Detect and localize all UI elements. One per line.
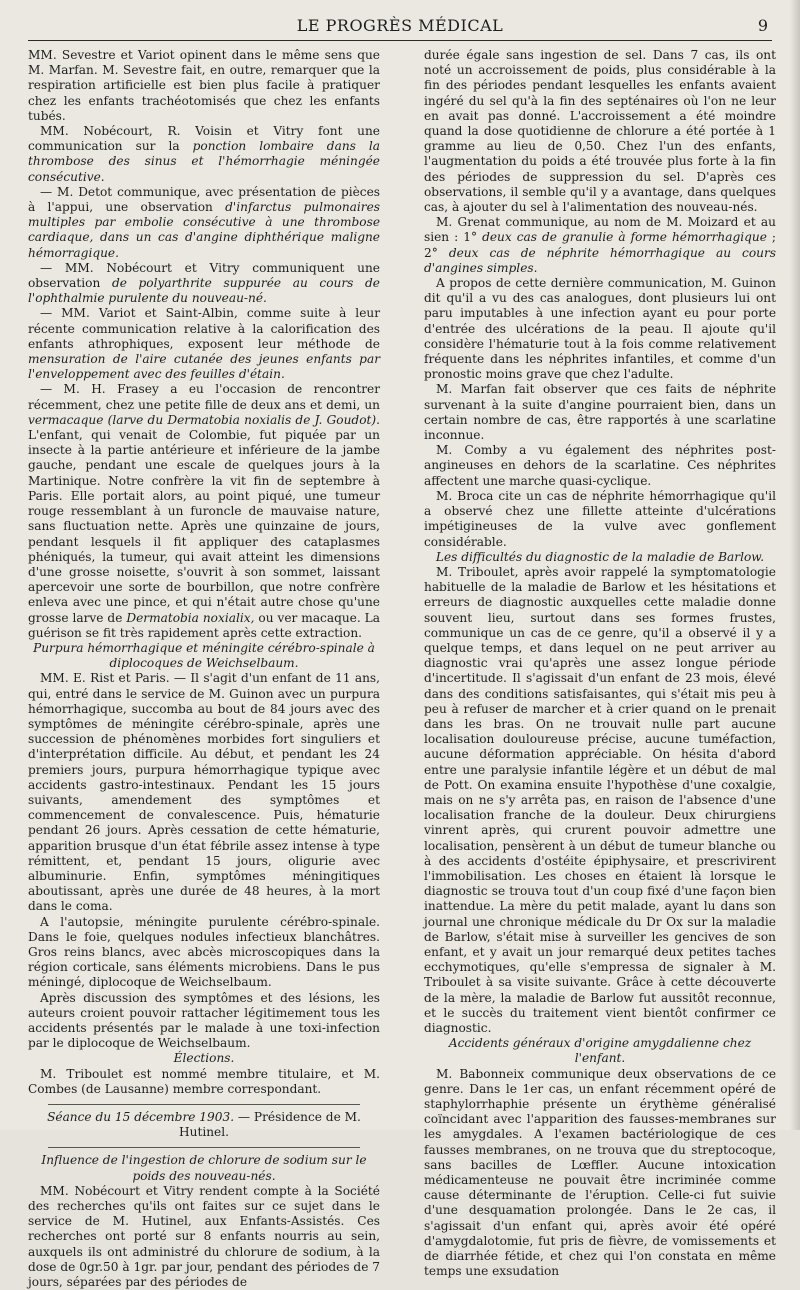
- left-column: [28, 48, 380, 1290]
- right-column: [424, 48, 776, 1279]
- paragraph: A l'autopsie, méningite purulente cérébro-spinale. Dans le foie, quelques nodules infectieux blanchâtres. Gros reins blancs, avec abcès microscopiques dans la région corticale, sans éléments microbiens. Dans le pus méningé, diplocoque de Weichselbaum.: [28, 914, 380, 990]
- section-heading: Purpura hémorrhagique et méningite cérébro-spinale à diplocoques de Weichselbaum.: [33, 640, 375, 671]
- section-heading: Les difficultés du diagnostic de la maladie de Barlow.: [435, 549, 765, 564]
- paragraph: M. Triboulet est nommé membre titulaire, et M. Combes (de Lausanne) membre correspondant.: [28, 1066, 380, 1096]
- paragraph: MM. Nobécourt, R. Voisin et Vitry font une communication sur la ponction lombaire dans la thrombose des sinus et l'hémorrhagie méningée consécutive.: [28, 124, 381, 184]
- paragraph: M. Triboulet, après avoir rappelé la symptomatologie habituelle de la maladie de Barlow et les hésitations et erreurs de diagnostic auxquelles cette maladie donne souvent lieu, surtout dans ses formes frustes, communique un cas de ce genre, qu'il a observé il y a quelque temps, et dans lequel on ne peut arriver au diagnostic vrai qu'après une assez longue période d'incertitude. Il s'agissait d'un enfant de 23 mois, élevé dans des conditions satisfaisantes, qui s'était mis peu à peu à refuser de marcher et à crier quand on le prenait dans les bras. On ne trouvait nulle part aucune localisation douloureuse précise, aucune tuméfaction, aucune déformation appréciable. On hésita d'abord entre une paralysie infantile légère et un début de mal de Pott. On examina ensuite l'hypothèse d'une coxalgie, mais on ne s'y arrêta pas, en raison de l'absence d'une localisation franche de la douleur. Deux chirurgiens vinrent après, qui crurent pouvoir admettre une localisation, pensèrent à un début de tumeur blanche ou à des accidents d'ostéite épiphysaire, et prescrivirent l'immobilisation. Les choses en étaient là lorsque le diagnostic se trouva tout d'un coup fixé d'une façon bien inattendue. La mère du petit malade, ayant lu dans son journal une chronique médicale du Dr Ox sur la maladie de Barlow, s'était mise à surveiller les gencives de son enfant, et y avait un jour remarqué deux petites taches ecchymotiques, qu'elle s'empressa de signaler à M. Triboulet à sa visite suivante. Grâce à cette découverte de la mère, la maladie de Barlow fut aussitôt reconnue, et le succès du traitement vient bientôt confirmer ce diagnostic.: [424, 564, 776, 1035]
- paragraph: — M. H. Frasey a eu l'occasion de rencontrer récemment, chez une petite fille de deux ans et demi, un vermacaque (larve du Dermatobia noxialis de J. Goudot). L'enfant, qui venait de Colombie, fut piquée par un insecte à la partie antérieure et inférieure de la jambe gauche, pendant une escale de quelques jours à la Martinique. Notre confrère la vit fin de septembre à Paris. Elle portait alors, au point piqué, une tumeur rouge ressemblant à un furoncle de mauvaise nature, sans fluctuation nette. Après une quinzaine de jours, pendant lesquels il fit appliquer des cataplasmes phéniqués, la tumeur, qui avait atteint les dimensions d'une grosse noisette, s'ouvrit à son sommet, laissant apercevoir une sorte de bourbillon, que notre confrère enleva avec une pince, et qui n'était autre chose qu'une grosse larve de Dermatobia noxialix, ou ver macaque. La guérison se fit très rapidement après cette extraction.: [28, 382, 380, 640]
- journal-title: LE PROGRÈS MÉDICAL: [296, 16, 504, 35]
- section-heading: Influence de l'ingestion de chlorure de sodium sur le poids des nouveau-nés.: [41, 1153, 367, 1183]
- section-heading: Élections.: [173, 1051, 235, 1066]
- paragraph: M. Broca cite un cas de néphrite hémorrhagique qu'il a observé chez une fillette atteinte d'ulcérations impétigineuses de la vulve avec gonflement considérable.: [424, 488, 776, 549]
- divider: [48, 1104, 360, 1105]
- paragraph: M. Babonneix communique deux observations de ce genre. Dans le 1er cas, un enfant récemment opéré de staphylorrhaphie présente un érythème généralisé coïncidant avec l'apparition des fausses-membranes sur les amygdales. A l'examen bactériologique de ces fausses membranes, on ne trouva que du streptocoque, sans bacilles de Lœffler. Aucune intoxication médicamenteuse ne pouvait être incriminée comme cause déterminante de l'éruption. Celle-ci fut suivie d'une desquamation prolongée. Dans le 2e cas, il s'agissait d'un enfant qui, après avoir été opéré d'amygdalotomie, fut pris de fièvre, de vomissements et de diarrhée fétide, et chez qui l'on constata en même temps une exsudation: [424, 1066, 776, 1279]
- session-heading: Séance du 15 décembre 1903. — Présidence de M. Hutinel.: [47, 1110, 361, 1140]
- paragraph: M. Comby a vu également des néphrites post-angineuses en dehors de la scarlatine. Ces néphrites affectent une marche quasi-cyclique.: [424, 443, 776, 488]
- section-heading: Accidents généraux d'origine amygdalienne chez l'enfant.: [448, 1036, 752, 1066]
- paragraph: M. Marfan fait observer que ces faits de néphrite survenant à la suite d'angine pourraient bien, dans un certain nombre de cas, être rapportés à une scarlatine inconnue.: [424, 382, 776, 443]
- paragraph: durée égale sans ingestion de sel. Dans 7 cas, ils ont noté un accroissement de poids, plus considérable à la fin des périodes pendant lesquelles les enfants avaient ingéré du sel qu'à la fin des septénaires où l'on ne leur en avait pas donné. L'accroissement a été moindre quand la dose quotidienne de chlorure a été portée à 1 gramme au lieu de 0,50. Chez l'un des enfants, l'augmentation du poids a été trouvée plus forte à la fin des périodes de suppression du sel. D'après ces observations, il semble qu'il y a avantage, dans quelques cas, à ajouter du sel à l'alimentation des nouveau-nés.: [424, 48, 776, 215]
- divider: [48, 1147, 360, 1148]
- paragraph: MM. E. Rist et Paris. — Il s'agit d'un enfant de 11 ans, qui, entré dans le service de M. Guinon avec un purpura hémorrhagique, succomba au bout de 84 jours avec des symptômes de méningite cérébro-spinale, après une succession de phénomènes morbides fort singuliers et d'interprétation difficile. Au début, et pendant les 24 premiers jours, purpura hémorrhagique typique avec accidents gastro-intestinaux. Pendant les 15 jours suivants, amendement des symptômes et commencement de convalescence. Puis, hématurie pendant 26 jours. Après cessation de cette hématurie, apparition brusque d'un état fébrile assez intense à type rémittent, et, pendant 15 jours, oligurie avec albuminurie. Enfin, symptômes méningitiques aboutissant, après une durée de 48 heures, à la mort dans le coma.: [28, 671, 380, 914]
- paragraph: MM. Sevestre et Variot opinent dans le même sens que M. Marfan. M. Sevestre fait, en outre, remarquer que la respiration artificielle est bien plus facile à pratiquer chez les enfants trachéotomisés que chez les enfants tubés.: [28, 48, 380, 123]
- paragraph: — MM. Nobécourt et Vitry communiquent une observation de polyarthrite suppurée au cours de l'ophthalmie purulente du nouveau-né.: [28, 260, 380, 306]
- page-edge-shadow: [790, 0, 800, 1130]
- paragraph: Après discussion des symptômes et des lésions, les auteurs croient pouvoir rattacher légitimement tous les accidents présentés par le malade à une toxi-infection par le diplocoque de Weichselbaum.: [28, 990, 380, 1051]
- paragraph: A propos de cette dernière communication, M. Guinon dit qu'il a vu des cas analogues, dont plusieurs lui ont paru imputables à une infection ayant eu pour porte d'entrée des ulcérations de la peau. Il ajoute qu'il considère l'hématurie tout à la fois comme relativement fréquente dans les néphrites infantiles, et comme d'un pronostic moins grave que chez l'adulte.: [424, 276, 776, 382]
- paragraph: — M. Detot communique, avec présentation de pièces à l'appui, une observation d'infarctus pulmonaires multiples par embolie consécutive à une thrombose cardiaque, dans un cas d'angine diphthérique maligne hémorragique.: [28, 184, 380, 260]
- paragraph: M. Grenat communique, au nom de M. Moizard et au sien : 1° deux cas de granulie à forme hémorrhagique ; 2° deux cas de néphrite hémorrhagique au cours d'angines simples.: [424, 215, 776, 275]
- page-header: [28, 14, 772, 41]
- page-number: 9: [757, 16, 768, 35]
- paragraph: MM. Nobécourt et Vitry rendent compte à la Société des recherches qu'ils ont faites sur ce sujet dans le service de M. Hutinel, aux Enfants-Assistés. Ces recherches ont porté sur 8 enfants nourris au sein, auxquels ils ont administré du chlorure de sodium, à la dose de 0gr.50 à 1gr. par jour, pendant des périodes de 7 jours, séparées par des périodes de: [28, 1183, 380, 1290]
- paragraph: — MM. Variot et Saint-Albin, comme suite à leur récente communication relative à la calorification des enfants athrophiques, exposent leur méthode de mensuration de l'aire cutanée des jeunes enfants par l'enveloppement avec des feuilles d'étain.: [28, 306, 380, 382]
